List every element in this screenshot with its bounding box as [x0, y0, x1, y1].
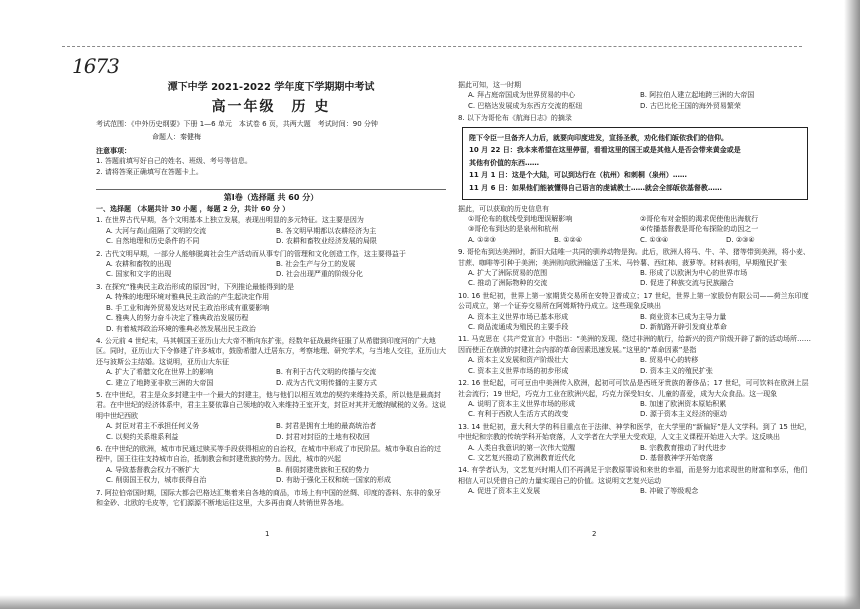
option-b: B. 社会生产与分工的发展 [276, 260, 356, 269]
part-title: 一、选择题 （本题共计 30 小题 ，每题 2 分，共计 60 分 ） [96, 205, 290, 214]
option-d: D. ②③④ [726, 235, 755, 244]
option-b: B. 削弱封建贵族和王权的势力 [276, 465, 370, 474]
excerpt-line: 11 月 1 日：这是个大陆，可以到达行在（杭州）和刺桐（泉州）…… [469, 171, 687, 180]
option-a: A. 拜占庭帝国成为世界贸易的中心 [468, 91, 576, 100]
question-options [96, 465, 446, 486]
option-b: B. 商业资本已成为主导力量 [640, 312, 727, 321]
option-c: C. 以契约关系维系利益 [106, 432, 179, 441]
question-4 [96, 336, 446, 388]
exam-author: 命题人：秦健梅 [152, 133, 201, 142]
question-options [458, 235, 812, 245]
notes-title: 注意事项： [96, 146, 131, 155]
option-b: B. 手工业和海外贸易发达对民主政治形成有重要影响 [106, 303, 270, 312]
question-stem: 9. 哥伦布到达美洲时，新旧大陆唯一共同的驯养动物是狗。此后，欧洲人将马、牛、羊、猪等带到美洲，将小麦、甘蔗、咖啡等引种于美洲；美洲则向欧洲输送了玉米、马铃薯、西红柿、菠萝等。材料表明，早期殖民扩张 [458, 248, 810, 267]
question-options [96, 421, 446, 442]
option-b: B. 贸易中心的转移 [640, 356, 699, 365]
question-stem: 12. 16 世纪起，可可豆由中美洲传入欧洲，起初可可饮品是西班牙贵族的奢侈品；17 世纪，可可饮料在欧洲上层社会流行；19 世纪，巧克力工业在欧洲兴起，巧克力深受妇女、儿童的喜爱，成为大众食品。这一现象 [458, 379, 809, 398]
question-options [458, 312, 812, 333]
question-10 [458, 291, 812, 333]
option-b: B. 阿拉伯人建立起地跨三洲的大帝国 [640, 91, 755, 100]
option-a: A. 扩大了洲际贸易的范围 [468, 269, 548, 278]
question-2 [96, 249, 446, 280]
option-d: D. 农耕和畜牧业经济发展的局限 [276, 237, 377, 246]
page-2 [458, 80, 812, 499]
question-options [458, 355, 812, 376]
option-b: B. ①②④ [554, 235, 583, 244]
option-d: D. 基督教神学开始衰落 [640, 453, 713, 462]
option-d: D. 成为古代文明传播的主要方式 [276, 378, 377, 387]
question-options [96, 367, 446, 388]
question-options [96, 259, 446, 280]
log-excerpt-box [462, 127, 808, 200]
option-a: A. 导致基督教会权力不断扩大 [106, 465, 200, 474]
question-12 [458, 378, 812, 420]
option-a: A. 说明了资本主义世界市场的形成 [468, 399, 576, 408]
option-d: D. 资本主义的殖民扩张 [640, 366, 713, 375]
option-a: A. 资本主义发展和资产阶级壮大 [468, 356, 569, 365]
question-stem: 13. 14 世纪初，意大利大学的科目重点在于法律、神学和医学，在大学里的“新偏好”是人文学科。到了 15 世纪，中世纪和宗教的传统学科开始衰落，人文学者在大学里大受欢迎，人文主义课程开始进入大学。这反映出 [458, 422, 812, 442]
statement-1: ①哥伦布的航线受到地理误解影响 [468, 215, 573, 223]
option-d: D. 促进了种族交流与民族融合 [640, 279, 734, 288]
section-title: 第Ⅰ卷（选择题 共 60 分） [96, 189, 446, 204]
question-stem: 11. 马克思在《共产党宣言》中指出：“美洲的发现、绕过非洲的航行，给新兴的资产阶级开辟了新的活动场所……因而使正在崩溃的封建社会内部的革命因素迅速发展。”这里的“革命因素”是指 [458, 335, 811, 354]
page-number-2: 2 [592, 530, 597, 538]
question-options [458, 90, 812, 111]
excerpt-line: 其他有价值的东西…… [469, 158, 539, 167]
option-a: A. 扩大了希腊文化在世界上的影响 [106, 368, 214, 377]
option-a: A. 大河与高山阻隔了文明的交流 [106, 226, 207, 235]
option-c: C. 雅典人的努力奋斗决定了雅典政治发展历程 [106, 314, 249, 323]
question-3 [96, 282, 446, 334]
option-a: A. 农耕和畜牧的出现 [106, 260, 172, 269]
question-stem: 6. 在中世纪的欧洲，城市市民通过赎买等手段获得相应的自治权，在城市中形成了市民阶层。城市争取自治的过程中，国王往往支持城市自治，抵制教会和封建贵族的势力。因此，城市的兴起 [96, 444, 441, 464]
question-1 [96, 215, 446, 246]
option-d: D. 新航路开辟引发商业革命 [640, 323, 727, 332]
option-d: D. 源于资本主义经济的驱动 [640, 410, 727, 419]
question-stem: 4. 公元前 4 世纪末，马其顿国王亚历山大大帝不断向东扩张，经数年征战最终征服了从希腊到印度河的广大地区。同时，亚历山大下令修建了许多城市，鼓励希腊人迁居东方，考察地理、研究学术，与当地人交往，亚历山大还与波斯公主结婚。这说明，亚历山大东征 [96, 336, 446, 366]
option-c: C. 文艺复兴推动了欧洲教育近代化 [468, 453, 576, 462]
question-options [96, 292, 446, 334]
question-stem: 5. 在中世纪，君主是众多封建主中一个最大的封建主，他与他们以相互效忠的契约来维持关系，所以他是最高封君。在中世纪的经济体系中，君主主要依靠自己领地的收入来维持王室开支，封臣对其并无缴纳赋税的义务。这说明中世纪西欧 [96, 390, 446, 420]
option-a: A. 促进了资本主义发展 [468, 487, 541, 496]
option-b: B. 有利于古代文明的传播与交流 [276, 368, 377, 377]
excerpt-line: 陛下令臣一旦备齐人力后，就要向印度进发，宣扬圣教，劝化他们皈依我们的信仰。 [469, 133, 728, 142]
question-stem: 7. 阿拉伯帝国时期，国际大都会巴格达汇集着来自各地的商品，市场上有中国的丝绸、印度的香料、东非的象牙和金砂、北欧的毛皮等，它们源源不断地运往这里，大多再由商人转销世界各地。 [96, 488, 441, 507]
question-stem: 3. 在探究“雅典民主政治形成的原因”时，下列推论最能得到的是 [96, 282, 295, 291]
option-a: A. 特殊的地理环境对雅典民主政治的产生起决定作用 [106, 293, 270, 302]
question-stem: 据此可知，这一时期 [458, 81, 521, 89]
exam-info: 考试范围：《中外历史纲要》下册 1—6 单元 本试卷 6 页，共两大题 考试时间：90 分钟 [96, 120, 378, 128]
statement-list [458, 214, 812, 235]
option-b: B. 各文明早期都以农耕经济为主 [276, 226, 377, 235]
question-11 [458, 334, 812, 376]
option-b: B. 宗教教育推动了时代进步 [640, 443, 727, 452]
option-b: B. 加速了欧洲资本原始积累 [640, 399, 727, 408]
question-8 [458, 113, 812, 245]
question-13 [458, 422, 812, 464]
question-options [458, 443, 812, 464]
question-prompt: 据此，可以获取的历史信息有 [458, 204, 549, 213]
question-5 [96, 390, 446, 442]
question-7 [96, 488, 446, 509]
option-a: A. ①②③ [468, 235, 496, 244]
option-c: C. 商品流通成为殖民的主要手段 [468, 323, 569, 332]
question-options [458, 268, 812, 289]
option-b: B. 冲破了等级观念 [640, 487, 699, 496]
school-exam-title: 潭下中学 2021-2022 学年度下学期期中考试 [167, 82, 375, 93]
option-b: B. 形成了以欧洲为中心的世界市场 [640, 269, 748, 278]
option-a: A. 人类自我意识的第一次伟大觉醒 [468, 443, 576, 452]
option-c: C. 有利于西欧人生活方式的改变 [468, 410, 569, 419]
option-c: C. ①③④ [640, 235, 669, 244]
option-d: D. 社会出现严重的阶级分化 [276, 270, 363, 279]
option-c: C. 国家和文字的出现 [106, 270, 172, 279]
question-options [458, 486, 812, 496]
option-b: B. 封君是拥有土地的最高统治者 [276, 422, 377, 431]
question-14 [458, 465, 812, 496]
note-item: 2. 请将答案正确填写在答题卡上。 [96, 167, 203, 176]
handwritten-mark: 1673 [72, 54, 119, 78]
question-7-continued [458, 80, 812, 111]
scan-shadow-right [844, 0, 860, 609]
option-d: D. 有着城邦政治环境的雅典必然发展出民主政治 [106, 324, 256, 333]
scan-shadow-bottom [0, 595, 860, 609]
page-1 [96, 82, 446, 510]
option-c: C. 推动了洲际物种的交流 [468, 279, 548, 288]
option-c: C. 建立了地跨亚非欧三洲的大帝国 [106, 378, 214, 387]
statement-4: ④传播基督教是哥伦布探险的动因之一 [640, 225, 759, 234]
option-c: C. 自然地理和历史条件的不同 [106, 237, 200, 246]
question-stem: 8. 以下为哥伦布《航海日志》的摘录 [458, 114, 572, 123]
page-number-1: 1 [265, 530, 270, 538]
option-d: D. 有助于强化王权和统一国家的形成 [276, 476, 391, 485]
question-9 [458, 247, 812, 289]
question-stem: 14. 有学者认为，文艺复兴时期人们不再满足于宗教原罪说和来世的幸福，而是努力追求现世的财富和享乐，他们相信人可以凭借自己的力量实现自己的价值。这说明文艺复兴运动 [458, 466, 808, 485]
option-c: C. 削弱国王权力，城市获得自治 [106, 476, 207, 485]
statement-3: ③哥伦布到达的是泉州和杭州 [468, 225, 559, 234]
grade-subject-heading: 高一年级 历 史 [211, 99, 331, 115]
excerpt-line: 11 月 6 日：如果他们能被懂得自己语言的虔诚教士……就会全部皈依基督教…… [469, 184, 722, 192]
question-stem: 1. 在世界古代早期，各个文明基本上独立发展，表现出明显的多元特征。这主要是因为 [96, 216, 364, 225]
option-c: C. 资本主义世界市场的初步形成 [468, 366, 569, 375]
excerpt-line: 10 月 22 日：我本来希望在这里停留，看看这里的国王或是其他人是否会带来黄金或是 [469, 146, 741, 155]
option-c: C. 巴格达发展成为东西方交流的枢纽 [468, 101, 583, 110]
option-a: A. 资本主义世界市场已基本形成 [468, 312, 569, 321]
question-options [96, 226, 446, 247]
statement-2: ②哥伦布对金银的渴求促使他出海航行 [640, 215, 759, 223]
dashed-top-rule [62, 46, 802, 47]
option-d: D. 古巴比伦王国的海外贸易繁荣 [640, 101, 741, 110]
question-options [458, 399, 812, 420]
option-d: D. 封君对封臣的土地有权收回 [276, 432, 370, 441]
note-item: 1. 答题前填写好自己的姓名、班级、考号等信息。 [96, 157, 252, 166]
option-a: A. 封臣对君主不承担任何义务 [106, 422, 200, 431]
question-stem: 2. 古代文明早期，一部分人能够脱离社会生产活动而从事专门的管理和文化创造工作，这主要得益于 [96, 249, 406, 258]
question-stem: 10. 16 世纪初，世界上第一家期货交易所在安特卫普成立；17 世纪，世界上第一家股份有限公司——荷兰东印度公司成立，第一个证券交易所在阿姆斯特丹成立。这些现象反映出 [458, 291, 809, 311]
question-6 [96, 444, 446, 486]
